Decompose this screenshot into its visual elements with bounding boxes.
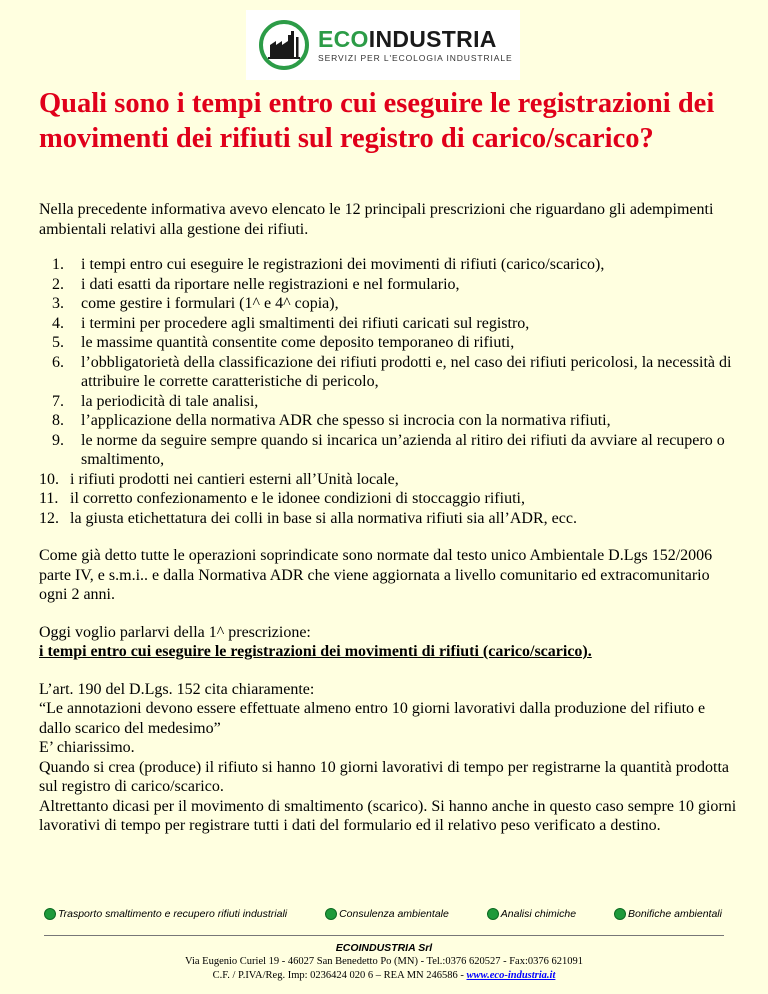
logo <box>246 10 520 80</box>
list-item <box>39 489 739 509</box>
document-body <box>39 200 739 836</box>
list-item <box>39 470 739 490</box>
footer-service <box>325 908 449 920</box>
list-item <box>39 255 739 275</box>
article-quote: “Le annotazioni devono essere effettuate almeno entro 10 giorni lavorativi dalla produzione del rifiuto e dallo scarico del medesimo” <box>39 700 706 737</box>
list-text: i termini per procedere agli smaltimenti dei rifiuti caricati sul registro, <box>81 314 530 332</box>
footer-fiscal-line <box>0 969 768 983</box>
logo-tagline: SERVIZI PER L'ECOLOGIA INDUSTRIALE <box>318 53 513 63</box>
list-text: i tempi entro cui eseguire le registrazioni dei movimenti di rifiuti (carico/scarico), <box>81 256 605 273</box>
footer-fiscal: C.F. / P.IVA/Reg. Imp: 0236424 020 6 – REA MN 246586 - <box>212 970 467 981</box>
bullet-dot-icon <box>44 908 56 920</box>
footer-company: ECOINDUSTRIA Srl <box>335 942 433 954</box>
list-text: l’applicazione della normativa ADR che spesso si incrocia con la normativa rifiuti, <box>81 412 611 429</box>
factory-logo-icon <box>258 19 310 71</box>
list-item <box>39 411 739 431</box>
norms-paragraph: Come già detto tutte le operazioni soprindicate sono normate dal testo unico Ambientale D.Lgs 152/2006 parte IV, e s.m.i.. e dalla Normativa ADR che viene aggiornata a livello comunitario ed extracomunitario ogni 2 anni. <box>39 547 713 603</box>
list-item <box>39 509 739 529</box>
bullet-dot-icon <box>614 908 626 920</box>
footer-service <box>487 908 576 920</box>
list-item <box>39 392 739 412</box>
list-number: 2. <box>52 275 64 293</box>
footer-service-label: Bonifiche ambientali <box>628 908 722 920</box>
footer-service-label: Trasporto smaltimento e recupero rifiuti industriali <box>58 908 288 920</box>
requirements-list <box>39 255 739 528</box>
footer-service <box>614 908 722 920</box>
footer-service <box>44 908 287 920</box>
footer-service-label: Consulenza ambientale <box>339 908 449 920</box>
logo-name-eco: ECO <box>318 26 369 52</box>
list-text: le norme da seguire sempre quando si incarica un’azienda al ritiro dei rifiuti da avviare al recupero o smaltimento, <box>81 431 725 468</box>
list-text: la periodicità di tale analisi, <box>81 392 259 410</box>
list-text: l’obbligatorietà della classificazione dei rifiuti prodotti e, nel caso dei rifiuti pericolosi, la necessità di attribuire le corrette caratteristiche di pericolo, <box>81 353 732 390</box>
list-item <box>39 314 739 334</box>
page-title: Quali sono i tempi entro cui eseguire le registrazioni dei movimenti dei rifiuti sul registro di carico/scarico? <box>39 88 715 154</box>
list-text: le massime quantità consentite come deposito temporaneo di rifiuti, <box>81 334 515 351</box>
article-line: Altrettanto dicasi per il movimento di smaltimento (scarico). Si hanno anche in questo caso sempre 10 giorni lavorativi di tempo per registrare tutti i dati del formulario ed il relativo peso verificato a destino. <box>39 797 737 834</box>
list-text: il corretto confezionamento e le idonee condizioni di stoccaggio rifiuti, <box>70 490 525 507</box>
footer-service-label: Analisi chimiche <box>500 908 577 920</box>
list-number: 6. <box>52 353 64 371</box>
list-number: 10. <box>39 470 59 488</box>
bullet-dot-icon <box>487 908 499 920</box>
list-text: come gestire i formulari (1^ e 4^ copia), <box>81 295 339 312</box>
list-text: i rifiuti prodotti nei cantieri esterni all’Unità locale, <box>70 470 399 488</box>
list-number: 11. <box>39 490 59 507</box>
list-text: la giusta etichettatura dei colli in base si alla normativa rifiuti sia all’ADR, ecc. <box>70 509 577 527</box>
list-item <box>39 353 739 392</box>
list-text: i dati esatti da riportare nelle registrazioni e nel formulario, <box>81 275 460 293</box>
logo-name <box>318 27 513 51</box>
today-topic: i tempi entro cui eseguire le registrazioni dei movimenti di rifiuti (carico/scarico). <box>39 643 592 660</box>
list-item <box>39 275 739 295</box>
bullet-dot-icon <box>325 908 337 920</box>
list-number: 5. <box>52 334 64 351</box>
list-number: 7. <box>52 392 64 410</box>
list-number: 9. <box>52 431 64 449</box>
logo-name-industria: INDUSTRIA <box>368 26 497 52</box>
footer-divider <box>44 935 724 936</box>
article-line: Quando si crea (produce) il rifiuto si hanno 10 giorni lavorativi di tempo per registrarne la quantità prodotta sul registro di carico/scarico. <box>39 758 730 795</box>
logo-text <box>318 27 513 63</box>
article-section <box>39 680 739 836</box>
list-item <box>39 431 739 470</box>
list-item <box>39 333 739 353</box>
intro-paragraph: Nella precedente informativa avevo elencato le 12 principali prescrizioni che riguardano gli adempimenti ambientali relativi alla gestione dei rifiuti. <box>39 201 714 238</box>
article-line: E’ chiarissimo. <box>39 739 135 756</box>
list-item <box>39 294 739 314</box>
list-number: 1. <box>52 256 64 273</box>
website-link[interactable]: www.eco-industria.it <box>466 970 556 981</box>
list-number: 8. <box>52 412 64 429</box>
list-number: 3. <box>52 295 64 312</box>
list-number: 4. <box>52 314 64 332</box>
footer-services <box>44 908 722 920</box>
footer-address-block <box>0 955 768 983</box>
article-line: L’art. 190 del D.Lgs. 152 cita chiaramente: <box>39 680 315 698</box>
list-number: 12. <box>39 509 59 527</box>
today-line: Oggi voglio parlarvi della 1^ prescrizione: <box>39 623 311 641</box>
footer-address: Via Eugenio Curiel 19 - 46027 San Benedetto Po (MN) - Tel.:0376 620527 - Fax:0376 621091 <box>185 956 583 967</box>
today-section <box>39 623 739 662</box>
